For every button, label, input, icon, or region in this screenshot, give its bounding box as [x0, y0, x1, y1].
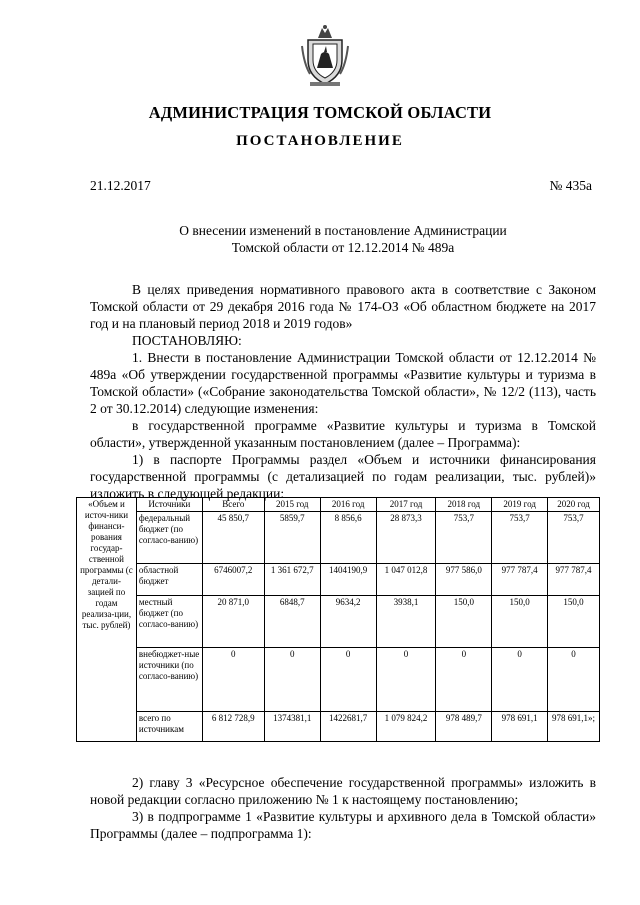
value-cell: 977 787,4 [492, 564, 548, 596]
table-row [77, 596, 600, 648]
value-cell: 1 079 824,2 [376, 712, 436, 742]
value-cell: 753,7 [548, 512, 600, 564]
document-date: 21.12.2017 [90, 178, 151, 193]
value-cell: 1 361 672,7 [264, 564, 320, 596]
value-cell: 6 812 728,9 [202, 712, 264, 742]
value-cell: 0 [548, 648, 600, 712]
body-paragraph: 2) главу 3 «Ресурсное обеспечение государственной программы» изложить в новой редакции согласно приложению № 1 к настоящему постановлению; [90, 775, 596, 807]
value-cell: 1374381,1 [264, 712, 320, 742]
financing-table [76, 497, 600, 742]
value-cell: 150,0 [492, 596, 548, 648]
table-header-row [77, 498, 600, 512]
document-continuation [90, 774, 596, 842]
value-cell: 0 [492, 648, 548, 712]
table-row [77, 564, 600, 596]
subject-line-1: О внесении изменений в постановление Администрации [179, 223, 507, 238]
source-cell: областной бюджет [136, 564, 202, 596]
value-cell: 0 [376, 648, 436, 712]
header-cell: Источники [136, 498, 202, 512]
document-subject [90, 222, 596, 256]
source-cell: федеральный бюджет (по согласо-ванию) [136, 512, 202, 564]
value-cell: 45 850,7 [202, 512, 264, 564]
value-cell: 978 691,1»; [548, 712, 600, 742]
value-cell: 150,0 [548, 596, 600, 648]
value-cell: 6746007,2 [202, 564, 264, 596]
body-paragraph: в государственной программе «Развитие культуры и туризма в Томской области», утвержденной указанным постановлением (далее – Программа): [90, 418, 596, 450]
header-cell: 2015 год [264, 498, 320, 512]
body-paragraph: 3) в подпрограмме 1 «Развитие культуры и архивного дела в Томской области» Программы (далее – подпрограмма 1): [90, 809, 596, 841]
value-cell: 9634,2 [320, 596, 376, 648]
value-cell: 150,0 [436, 596, 492, 648]
source-cell: местный бюджет (по согласо-ванию) [136, 596, 202, 648]
value-cell: 0 [436, 648, 492, 712]
value-cell: 6848,7 [264, 596, 320, 648]
value-cell: 28 873,3 [376, 512, 436, 564]
body-paragraph: В целях приведения нормативного правового акта в соответствие с Законом Томской области от 29 декабря 2016 года № 174-ОЗ «Об областном бюджете на 2017 год и на плановый период 2018 и 2019 годов» [90, 282, 596, 331]
body-paragraph: ПОСТАНОВЛЯЮ: [132, 333, 242, 348]
value-cell: 753,7 [436, 512, 492, 564]
value-cell: 977 787,4 [548, 564, 600, 596]
source-cell: внебюджет-ные источники (по согласо-ванию) [136, 648, 202, 712]
organization-name: АДМИНИСТРАЦИЯ ТОМСКОЙ ОБЛАСТИ [148, 103, 492, 122]
body-paragraph: 1. Внести в постановление Администрации Томской области от 12.12.2014 № 489а «Об утверждении государственной программы «Развитие культуры и туризма в Томской области» («Собрание законодательства Томской области», № 12/2 (113), часть 2 от 30.12.2014) следующие изменения: [90, 350, 596, 416]
document-type: ПОСТАНОВЛЕНИЕ [236, 133, 404, 149]
document-body [90, 281, 596, 502]
value-cell: 978 489,7 [436, 712, 492, 742]
value-cell: 3938,1 [376, 596, 436, 648]
header-cell: 2019 год [492, 498, 548, 512]
coat-of-arms-icon [300, 24, 350, 88]
value-cell: 1404190,9 [320, 564, 376, 596]
table-row [77, 648, 600, 712]
header-cell: 2018 год [436, 498, 492, 512]
value-cell: 20 871,0 [202, 596, 264, 648]
value-cell: 977 586,0 [436, 564, 492, 596]
value-cell: 0 [202, 648, 264, 712]
header-cell: 2020 год [548, 498, 600, 512]
value-cell: 1422681,7 [320, 712, 376, 742]
section-label-cell: «Объем и источ-ники финанси-рования государ-ственной программы (с детали-зацией по годам реализа-ции, тыс. рублей) [77, 498, 137, 742]
body-paragraph: 1) в паспорте Программы раздел «Объем и источники финансирования государственной программы (с детализацией по годам реализации, тыс. рублей)» изложить в следующей редакции: [90, 452, 596, 501]
value-cell: 1 047 012,8 [376, 564, 436, 596]
value-cell: 8 856,6 [320, 512, 376, 564]
value-cell: 753,7 [492, 512, 548, 564]
document-number: № 435а [549, 178, 592, 193]
header-cell: Всего [202, 498, 264, 512]
value-cell: 5859,7 [264, 512, 320, 564]
table-row [77, 512, 600, 564]
value-cell: 0 [264, 648, 320, 712]
subject-line-2: Томской области от 12.12.2014 № 489а [231, 240, 455, 255]
value-cell: 978 691,1 [492, 712, 548, 742]
value-cell: 0 [320, 648, 376, 712]
source-cell: всего по источникам [136, 712, 202, 742]
header-cell: 2017 год [376, 498, 436, 512]
header-cell: 2016 год [320, 498, 376, 512]
table-row [77, 712, 600, 742]
